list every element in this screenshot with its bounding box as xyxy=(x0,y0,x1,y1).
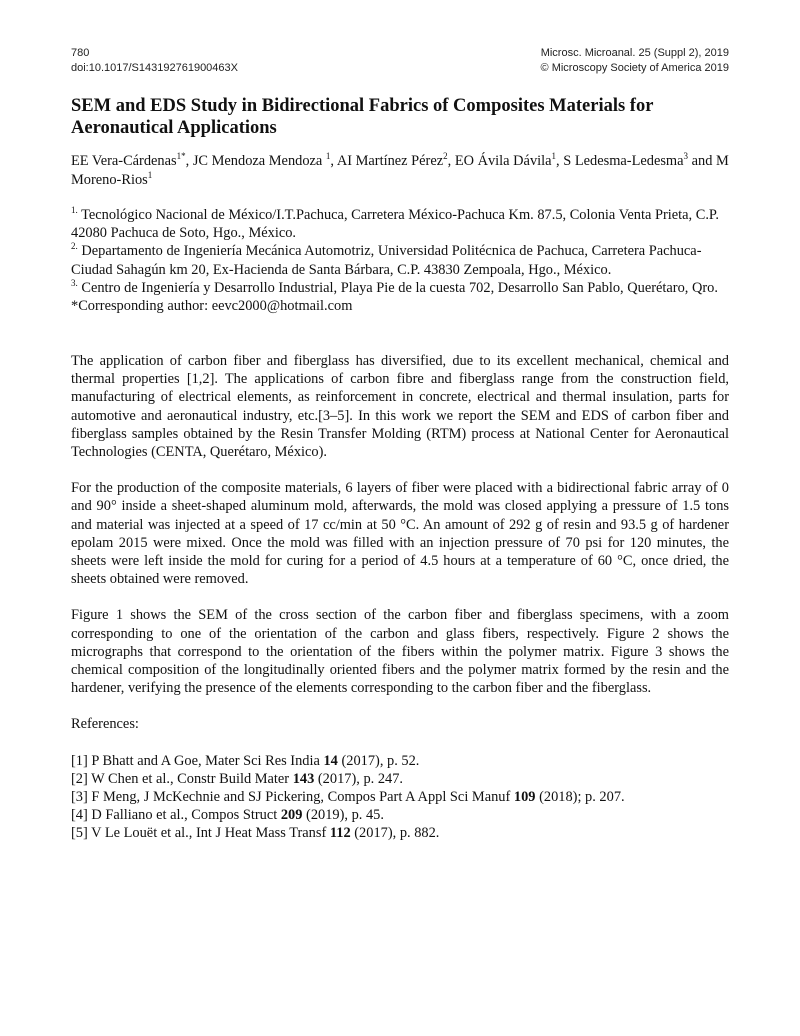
header-left xyxy=(71,46,238,76)
author-separator: and xyxy=(688,153,716,169)
affiliation-text: Centro de Ingeniería y Desarrollo Industrial, Playa Pie de la cuesta 702, Desarrollo San Pablo, Querétaro, Qro. xyxy=(81,279,718,296)
body-paragraph: The application of carbon fiber and fiberglass has diversified, due to its excellent mechanical, chemical and thermal properties [1,2]. The applications of carbon fibre and fiberglass range from the construction field, manufacturing of electrical elements, as reinforcement in concrete, electrical and thermal insulation, parts for automotive and aeronautical industry, etc.[3–5]. In this work we report the SEM and EDS of carbon fiber and fiberglass samples obtained by the Resin Transfer Molding (RTM) process at National Center for Aeronautical Technologies (CENTA, Querétaro, México). xyxy=(71,353,729,461)
author-affiliation-mark: 1 xyxy=(551,151,557,162)
affiliation-number: 1. xyxy=(71,205,78,216)
reference-pages: (2018); p. 207. xyxy=(535,789,625,806)
reference-text: [4] D Falliano et al., Compos Struct xyxy=(71,807,281,824)
affiliation xyxy=(71,242,729,278)
reference-item xyxy=(71,806,729,824)
journal-citation: Microsc. Microanal. 25 (Suppl 2), 2019 xyxy=(540,47,729,59)
reference-item xyxy=(71,788,729,806)
author-list xyxy=(71,152,729,190)
affiliation xyxy=(71,206,729,242)
reference-item xyxy=(71,752,729,770)
reference-volume: 112 xyxy=(329,825,351,842)
header-right xyxy=(541,46,729,76)
copyright: © Microscopy Society of America 2019 xyxy=(540,62,729,74)
reference-item xyxy=(71,770,729,788)
reference-pages: (2017), p. 882. xyxy=(350,825,440,842)
reference-text: [5] V Le Louët et al., Int J Heat Mass Transf xyxy=(71,825,330,842)
reference-pages: (2017), p. 52. xyxy=(337,752,420,769)
reference-volume: 14 xyxy=(323,752,338,769)
affiliation-text: Departamento de Ingeniería Mecánica Automotriz, Universidad Politécnica de Pachuca, Carretera Pachuca-Ciudad Sahagún km 20, Ex-Hacienda de Santa Bárbara, C.P. 43830 Zempoala, Hgo., México. xyxy=(71,243,702,278)
author-affiliation-mark: 1* xyxy=(176,151,186,162)
author-separator: , xyxy=(447,153,455,169)
author-separator: , xyxy=(185,153,193,169)
references-heading: References: xyxy=(71,716,139,733)
author-affiliation-mark: 1 xyxy=(147,170,153,181)
affiliation-number: 2. xyxy=(71,241,78,252)
affiliation-number: 3. xyxy=(71,278,78,289)
affiliations xyxy=(71,206,729,315)
author: S Ledesma-Ledesma xyxy=(563,153,684,169)
author: AI Martínez Pérez xyxy=(336,153,444,169)
doi: doi:10.1017/S143192761900463X xyxy=(71,62,238,74)
reference-pages: (2017), p. 247. xyxy=(314,770,404,787)
paper-title: SEM and EDS Study in Bidirectional Fabrics of Composites Materials for Aeronautical Applications xyxy=(71,96,654,138)
paper-body xyxy=(71,352,729,843)
author: JC Mendoza Mendoza xyxy=(192,153,326,169)
reference-list xyxy=(71,752,729,843)
reference-volume: 109 xyxy=(513,789,536,806)
reference-text: [1] P Bhatt and A Goe, Mater Sci Res India xyxy=(71,752,324,769)
body-paragraph: Figure 1 shows the SEM of the cross section of the carbon fiber and fiberglass specimens, with a zoom corresponding to one of the orientation of the carbon and glass fibers, respectively. Figure 2 shows the micrographs that correspond to the orientation of the fibers within the polymer matrix. Figure 3 shows the chemical composition of the longitudinally oriented fibers and the polymer matrix formed by the resin and the hardener, verifying the presence of the elements corresponding to the carbon fiber and the fiberglass. xyxy=(71,607,729,697)
reference-item xyxy=(71,824,729,842)
reference-volume: 209 xyxy=(280,807,303,824)
page-number: 780 xyxy=(71,47,90,59)
corresponding-author: *Corresponding author: eevc2000@hotmail.com xyxy=(71,298,353,315)
author-separator: , xyxy=(330,153,337,169)
reference-pages: (2019), p. 45. xyxy=(302,807,384,824)
reference-text: [2] W Chen et al., Constr Build Mater xyxy=(71,770,293,787)
author-affiliation-mark: 1 xyxy=(325,151,331,162)
author: EO Ávila Dávila xyxy=(454,153,552,169)
author-affiliation-mark: 3 xyxy=(683,151,689,162)
author: M Moreno-Rios xyxy=(71,153,729,188)
affiliation-text: Tecnológico Nacional de México/I.T.Pachuca, Carretera México-Pachuca Km. 87.5, Colonia Venta Prieta, C.P. 42080 Pachuca de Soto, Hgo., México. xyxy=(71,207,719,242)
body-paragraph: For the production of the composite materials, 6 layers of fiber were placed with a bidirectional fabric array of 0 and 90° inside a sheet-shaped aluminum mold, afterwards, the mold was closed applying a pressure of 1.5 tons and material was injected at a speed of 17 cc/min at 50 °C. An amount of 292 g of resin and 93.5 g of hardener epolam 2015 were mixed. Once the mold was filled with an injection pressure of 70 psi for 120 minutes, the sheets were left inside the mold for curing for a period of 4.5 hours at a temperature of 60 °C, once dried, the sheets obtained were removed. xyxy=(71,480,729,588)
author-affiliation-mark: 2 xyxy=(443,151,448,162)
affiliation xyxy=(71,279,729,297)
reference-text: [3] F Meng, J McKechnie and SJ Pickering, Compos Part A Appl Sci Manuf xyxy=(71,789,514,806)
reference-volume: 143 xyxy=(292,770,315,787)
author-separator: , xyxy=(556,153,564,169)
author: EE Vera-Cárdenas xyxy=(71,153,177,169)
